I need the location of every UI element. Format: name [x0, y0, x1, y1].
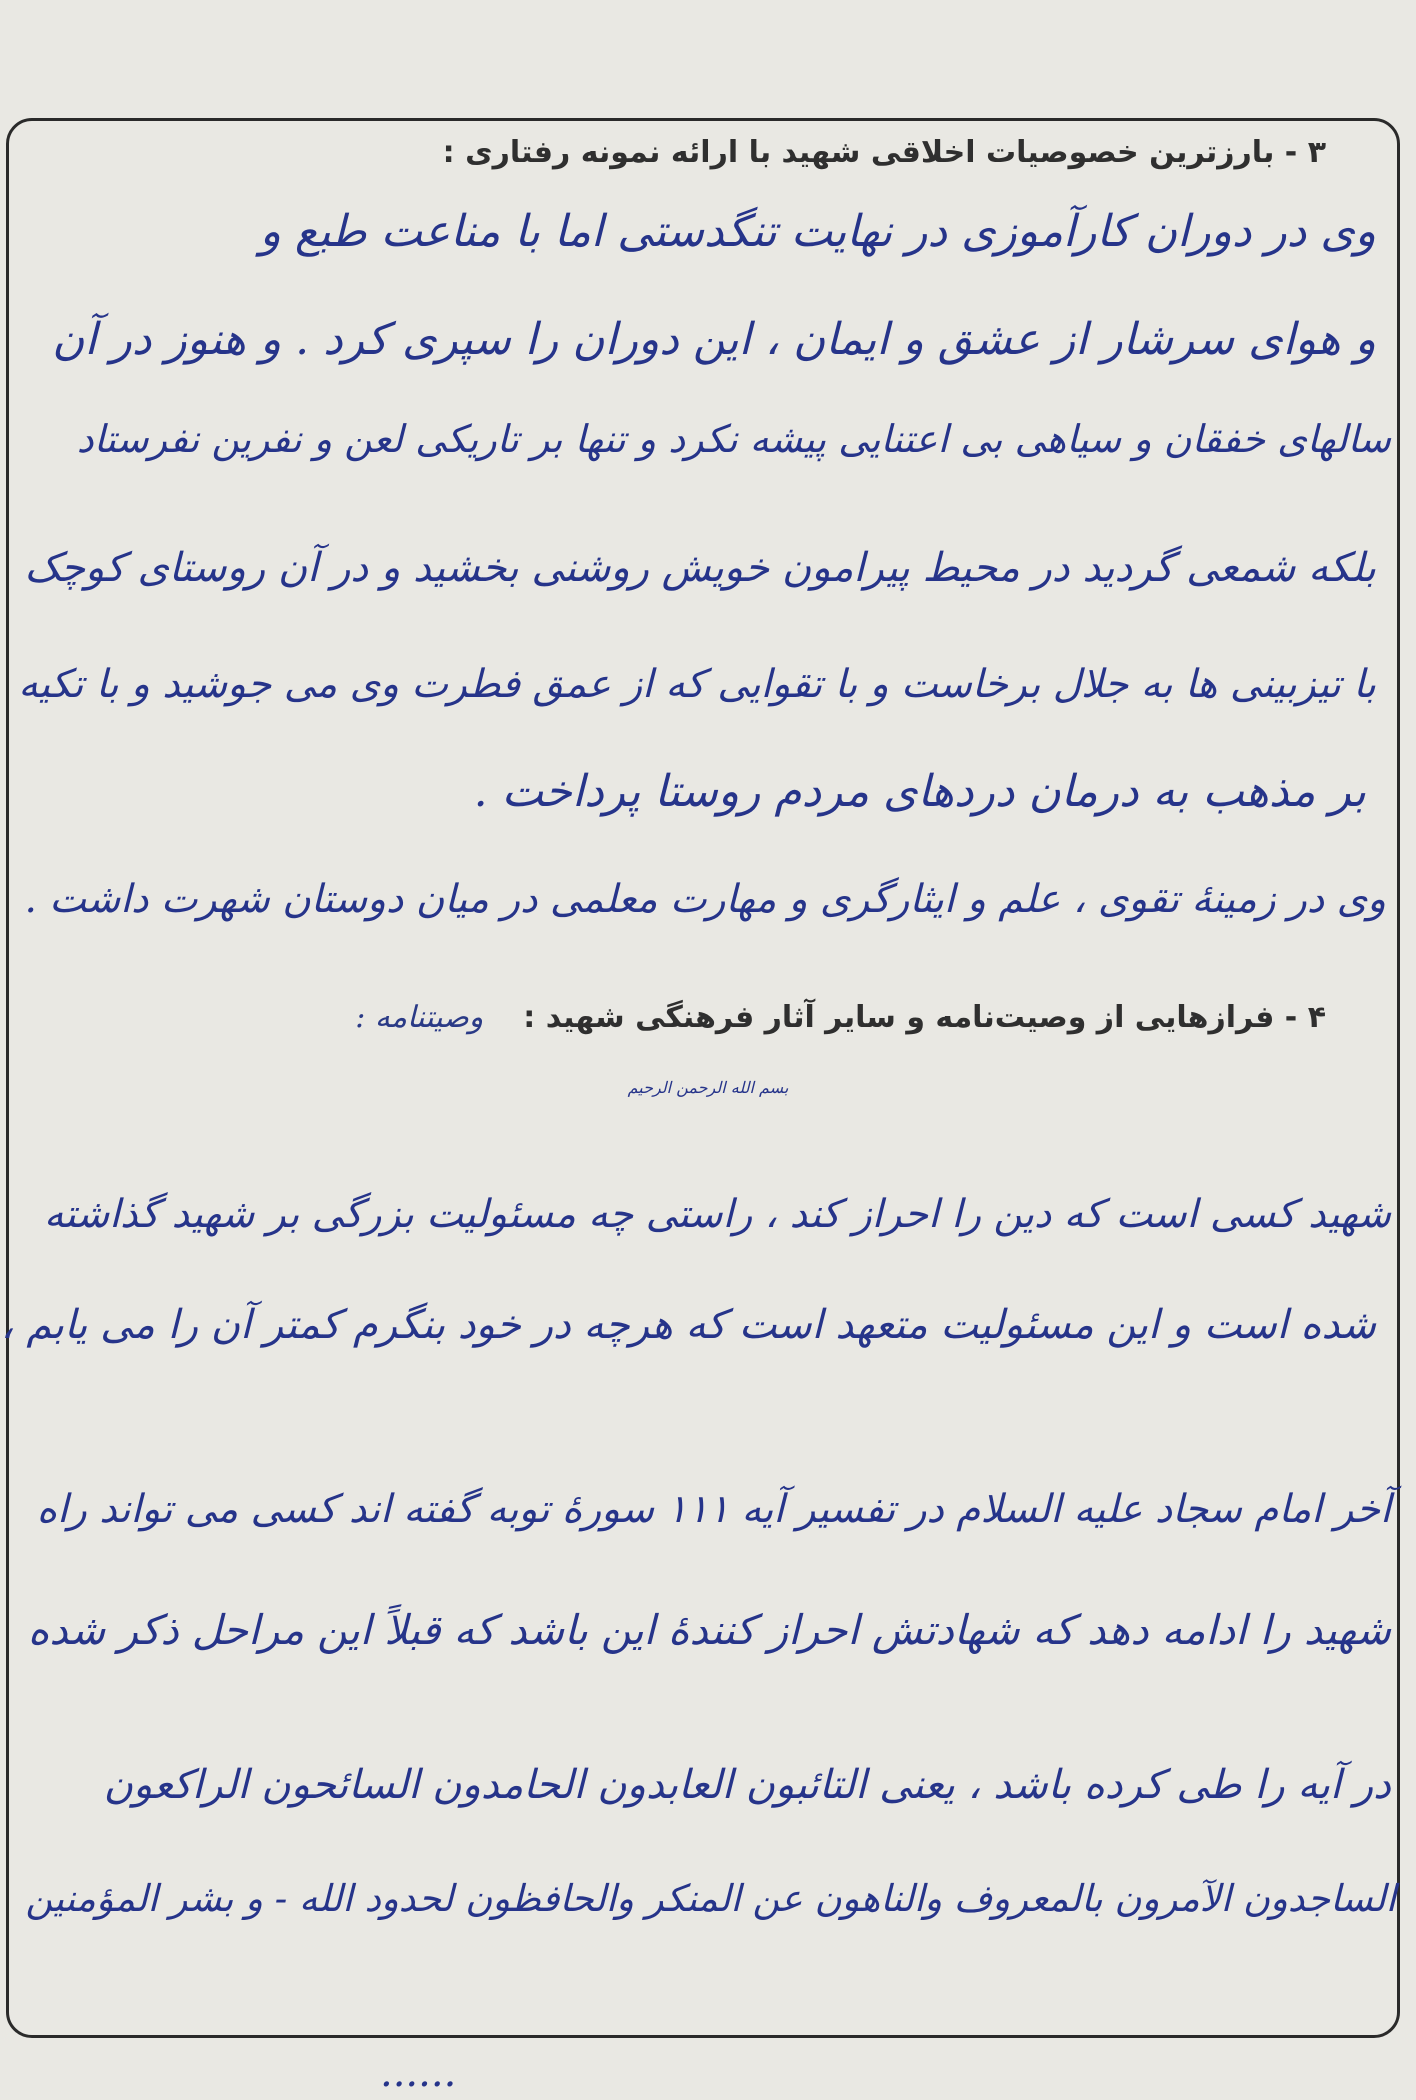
section3-line-5: با تیزبینی ها به جلال برخاست و با تقوایی که از عمق فطرت وی می جوشید و با تکیه: [18, 662, 1376, 707]
section3-line-6: بر مذهب به درمان دردهای مردم روستا پرداخت .: [473, 766, 1366, 817]
section3-heading: ۳ - بارزترین خصوصیات اخلاقی شهید با ارائه نمونه رفتاری :: [442, 135, 1326, 170]
section4-line-2: شده است و این مسئولیت متعهد است که هرچه در خود بنگرم کمتر آن را می یابم ،: [0, 1302, 1376, 1348]
section4-line-5: در آیه را طی کرده باشد ، یعنی التائبون العابدون الحامدون السائحون الراکعون: [103, 1762, 1391, 1808]
section4-line-1: شهید کسی است که دین را احراز کند ، راستی چه مسئولیت بزرگی بر شهید گذاشته: [43, 1192, 1391, 1237]
section4-line-4: شهید را ادامه دهد که شهادتش احراز کنندهٔ این باشد که قبلاً این مراحل ذکر شده: [27, 1606, 1391, 1654]
section4-heading-handwritten: وصیتنامه :: [355, 1000, 484, 1035]
section4-heading-text: ۴ - فرازهایی از وصیت‌نامه و سایر آثار فرهنگی شهید :: [523, 1000, 1326, 1035]
bleed-through-text: [0, 4, 1416, 28]
bottom-fragment: ......: [380, 2050, 457, 2096]
section4-line-6: الساجدون الآمرون بالمعروف والناهون عن المنکر والحافظون لحدود الله - و بشر المؤمنین: [25, 1877, 1396, 1920]
section3-line-2: و هوای سرشار از عشق و ایمان ، این دوران را سپری کرد . و هنوز در آن: [52, 314, 1376, 365]
section4-line-3: آخر امام سجاد علیه السلام در تفسیر آیه ۱۱۱ سورهٔ توبه گفته اند کسی می تواند راه: [36, 1487, 1391, 1532]
section3-line-1: وی در دوران کارآموزی در نهایت تنگدستی اما با مناعت طبع و: [259, 206, 1376, 257]
section3-line-3: سالهای خفقان و سیاهی بی اعتنایی پیشه نکرد و تنها بر تاریکی لعن و نفرین نفرستاد: [76, 417, 1391, 461]
section3-line-4: بلکه شمعی گردید در محیط پیرامون خویش روشنی بخشید و در آن روستای کوچک: [24, 545, 1376, 591]
section4-heading: [355, 1000, 1326, 1035]
bismillah: بسم الله الرحمن الرحیم: [627, 1078, 789, 1097]
section3-line-7: وی در زمینهٔ تقوی ، علم و ایثارگری و مهارت معلمی در میان دوستان شهرت داشت .: [24, 877, 1386, 922]
